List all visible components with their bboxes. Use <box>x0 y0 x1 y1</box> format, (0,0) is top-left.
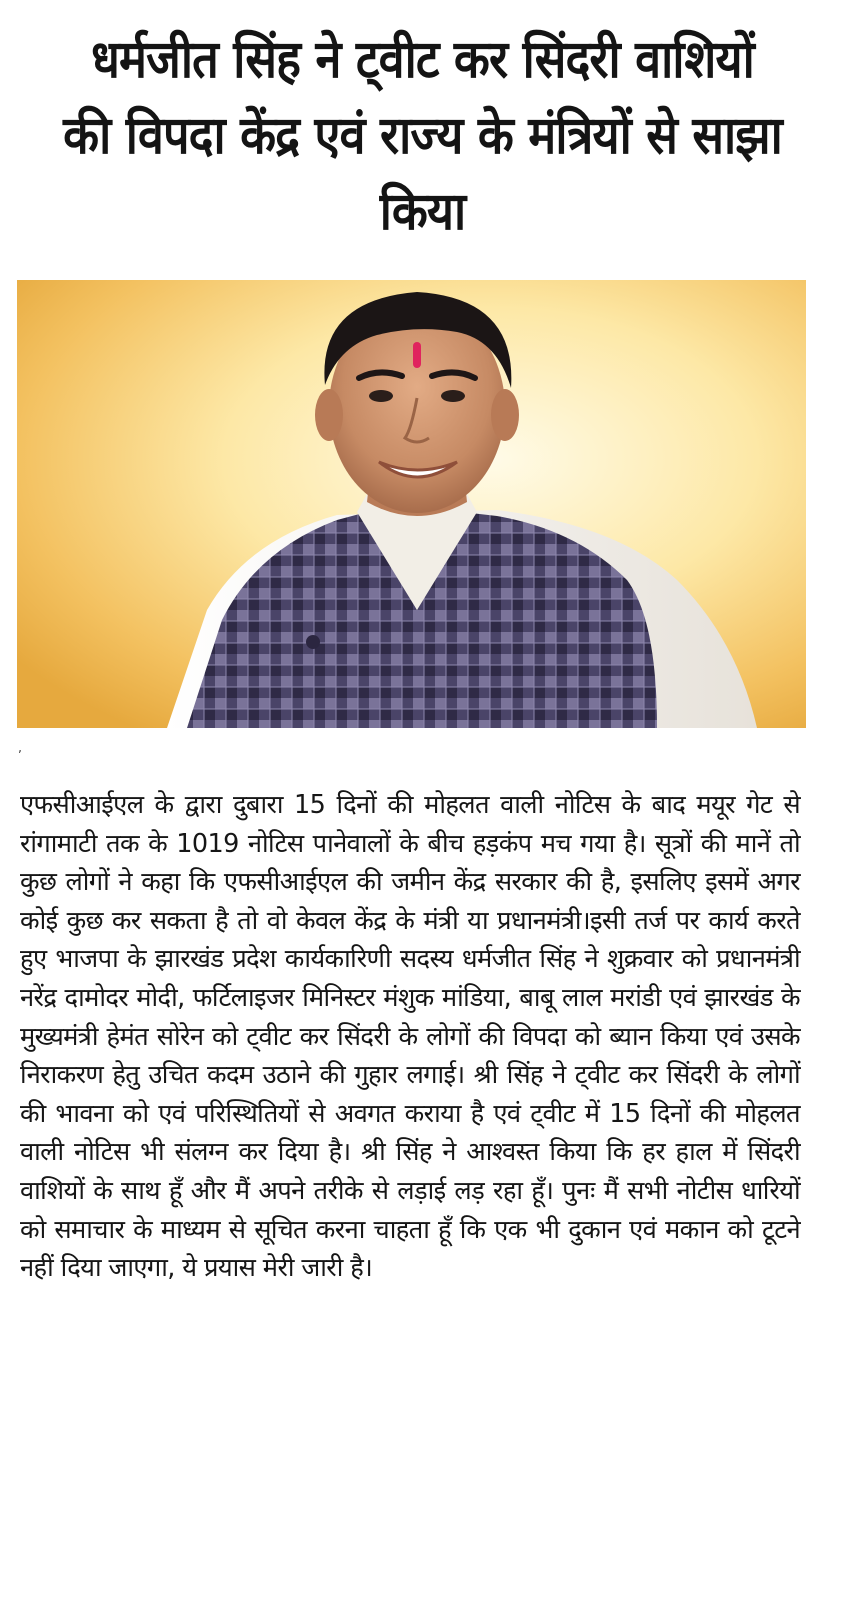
stray-mark: ʼ <box>18 748 22 762</box>
tilak-mark <box>413 342 421 368</box>
left-eye-shape <box>369 390 393 402</box>
article-body: एफसीआईएल के द्वारा दुबारा 15 दिनों की मोहलत वाली नोटिस के बाद मयूर गेट से रांगामाटी तक के 1019 नोटिस पानेवालों के बीच हड़कंप मच गया है। सूत्रों की मानें तो कुछ लोगों ने कहा कि एफसीआईएल की जमीन केंद्र सरकार की है, इसलिए इसमें अगर कोई कुछ कर सकता है तो वो केवल केंद्र के मंत्री या प्रधानमंत्री।इसी तर्ज पर कार्य करते हुए भाजपा के झारखंड प्रदेश कार्यकारिणी सदस्य धर्मजीत सिंह ने शुक्रवार को प्रधानमंत्री नरेंद्र दामोदर मोदी, फर्टिलाइजर मिनिस्टर मंशुक मांडिया, बाबू लाल मरांडी एवं झारखंड के मुख्यमंत्री हेमंत सोरेन को ट्वीट कर सिंदरी के लोगों की विपदा को ब्यान किया एवं उसके निराकरण हेतु उचित कदम उठाने की गुहार लगाई। श्री सिंह ने ट्वीट कर सिंदरी के लोगों की भावना को एवं परिस्थितियों से अवगत कराया है एवं ट्वीट में 15 दिनों की मोहलत वाली नोटिस भी संलग्न कर दिया है। श्री सिंह ने आश्वस्त किया कि हर हाल में सिंदरी वाशियों के साथ हूँ और मैं अपने तरीके से लड़ाई लड़ रहा हूँ। पुनः मैं सभी नोटीस धारियों को समाचार के माध्यम से सूचित करना चाहता हूँ कि एक भी दुकान एवं मकान को टूटने नहीं दिया जाएगा, ये प्रयास मेरी जारी है। <box>20 790 800 1284</box>
portrait-photo <box>17 280 806 728</box>
right-eye-shape <box>441 390 465 402</box>
left-ear-shape <box>315 389 343 441</box>
right-ear-shape <box>491 389 519 441</box>
portrait-illustration <box>17 280 806 728</box>
vest-button-shape <box>306 635 320 649</box>
headline: धर्मजीत सिंह ने ट्वीट कर सिंदरी वाशियों की विपदा केंद्र एवं राज्य के मंत्रियों से साझा किया <box>63 30 782 242</box>
